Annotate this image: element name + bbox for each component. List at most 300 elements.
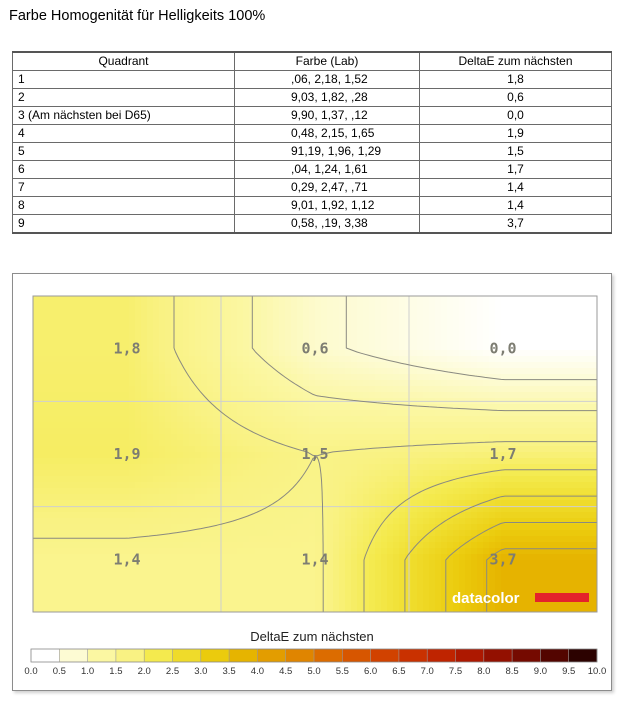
heat-cell [57,434,64,441]
heat-cell [405,320,412,327]
heat-cell [543,530,550,537]
heat-cell [267,476,274,483]
heat-cell [357,320,364,327]
heat-cell [297,428,304,435]
heat-cell [303,572,310,579]
heat-cell [219,386,226,393]
heat-cell [255,410,262,417]
heat-cell [417,452,424,459]
heat-cell [183,386,190,393]
heat-cell [213,470,220,477]
heat-cell [351,320,358,327]
heat-cell [213,392,220,399]
heat-cell [453,392,460,399]
heat-cell [309,542,316,549]
heat-cell [411,344,418,351]
heat-cell [141,566,148,573]
heat-cell [495,428,502,435]
heat-cell [189,320,196,327]
heat-cell [399,464,406,471]
heat-cell [489,410,496,417]
heat-cell [69,524,76,531]
heat-cell [483,518,490,525]
heat-cell [387,332,394,339]
heat-cell [183,416,190,423]
heat-cell [69,470,76,477]
heat-cell [33,494,40,501]
heat-cell [237,590,244,597]
lab-cell: 0,48, 2,15, 1,65 [235,125,420,143]
heat-cell [87,308,94,315]
heat-cell [321,530,328,537]
heat-cell [69,494,76,501]
heat-cell [321,326,328,333]
heat-cell [285,608,292,615]
heat-cell [219,314,226,321]
heat-cell [411,602,418,609]
heat-cell [513,404,520,411]
heat-cell [573,446,580,453]
heat-cell [387,326,394,333]
heat-cell [321,524,328,531]
heat-cell [153,440,160,447]
heat-cell [171,584,178,591]
heat-cell [225,380,232,387]
heat-cell [225,608,232,615]
heat-cell [141,314,148,321]
heat-cell [543,308,550,315]
heat-cell [321,296,328,303]
heat-cell [219,482,226,489]
heat-cell [351,512,358,519]
heat-cell [489,368,496,375]
heat-cell [573,362,580,369]
heat-cell [123,380,130,387]
heat-cell [477,476,484,483]
heat-cell [507,362,514,369]
heat-cell [33,584,40,591]
heat-cell [225,482,232,489]
heat-cell [267,326,274,333]
heat-cell [543,380,550,387]
heat-cell [213,308,220,315]
heat-cell [249,482,256,489]
heat-cell [339,362,346,369]
heat-cell [183,560,190,567]
heat-cell [207,338,214,345]
heat-cell [447,578,454,585]
heat-cell [525,482,532,489]
heat-cell [225,296,232,303]
heat-cell [93,596,100,603]
heat-cell [189,332,196,339]
heat-cell [369,554,376,561]
heat-cell [531,452,538,459]
heat-cell [201,410,208,417]
heat-cell [171,464,178,471]
heat-cell [213,302,220,309]
heat-cell [195,326,202,333]
heat-cell [243,326,250,333]
heat-cell [81,308,88,315]
heat-cell [183,482,190,489]
heat-cell [33,374,40,381]
heat-cell [507,326,514,333]
heat-cell [555,380,562,387]
heat-cell [219,500,226,507]
heat-cell [273,404,280,411]
heat-cell [111,308,118,315]
heat-cell [549,512,556,519]
heat-cell [579,536,586,543]
heat-cell [477,560,484,567]
heat-cell [519,332,526,339]
heat-cell [567,524,574,531]
heat-cell [81,560,88,567]
heat-cell [381,410,388,417]
heat-cell [357,410,364,417]
heat-cell [171,410,178,417]
heat-cell [81,590,88,597]
heat-cell [387,314,394,321]
heat-cell [477,440,484,447]
heat-cell [471,548,478,555]
heat-cell [291,314,298,321]
heat-cell [375,548,382,555]
heat-cell [51,488,58,495]
heat-cell [69,530,76,537]
heat-cell [129,434,136,441]
heat-cell [261,314,268,321]
heat-cell [231,596,238,603]
heat-cell [507,434,514,441]
heat-cell [501,512,508,519]
heat-cell [579,422,586,429]
heat-cell [375,380,382,387]
heat-cell [429,386,436,393]
heat-cell [147,470,154,477]
heat-cell [123,572,130,579]
heat-cell [159,476,166,483]
heat-cell [105,518,112,525]
heat-cell [177,440,184,447]
heat-cell [573,380,580,387]
heat-cell [177,422,184,429]
heat-cell [123,518,130,525]
heat-cell [471,566,478,573]
heat-cell [555,458,562,465]
heat-cell [465,422,472,429]
heat-cell [105,494,112,501]
heat-cell [225,578,232,585]
heat-cell [201,386,208,393]
heat-cell [117,296,124,303]
heat-cell [51,326,58,333]
heat-cell [345,578,352,585]
heat-cell [147,404,154,411]
heat-cell [507,422,514,429]
heat-cell [51,416,58,423]
heat-cell [411,308,418,315]
heat-cell [417,320,424,327]
heat-cell [369,608,376,615]
heat-cell [405,518,412,525]
heat-cell [555,470,562,477]
heat-cell [549,392,556,399]
heat-cell [297,488,304,495]
heat-cell [45,590,52,597]
heat-cell [213,428,220,435]
heat-cell [261,326,268,333]
heat-cell [249,416,256,423]
heat-cell [291,404,298,411]
heat-cell [507,368,514,375]
heat-cell [399,308,406,315]
heat-cell [255,422,262,429]
heat-cell [135,314,142,321]
heat-cell [333,314,340,321]
heat-cell [549,416,556,423]
heat-cell [87,440,94,447]
heat-cell [477,428,484,435]
heat-cell [153,584,160,591]
heat-cell [429,308,436,315]
heat-cell [315,404,322,411]
heat-cell [483,422,490,429]
heat-cell [465,464,472,471]
heat-cell [285,584,292,591]
heat-cell [405,350,412,357]
heat-cell [87,566,94,573]
heat-cell [555,446,562,453]
heat-cell [117,518,124,525]
heat-cell [495,500,502,507]
heat-cell [135,428,142,435]
heat-cell [441,524,448,531]
heat-cell [429,332,436,339]
heat-cell [435,500,442,507]
heat-cell [309,512,316,519]
heat-cell [129,584,136,591]
heat-cell [567,452,574,459]
heat-cell [201,356,208,363]
heat-cell [471,542,478,549]
heat-cell [441,296,448,303]
heat-cell [345,362,352,369]
heat-cell [453,332,460,339]
heat-cell [75,452,82,459]
heat-cell [51,578,58,585]
heat-cell [255,560,262,567]
heat-cell [579,344,586,351]
heat-cell [207,356,214,363]
heat-cell [357,476,364,483]
heat-cell [537,542,544,549]
heat-cell [201,362,208,369]
heat-cell [357,362,364,369]
heat-cell [69,458,76,465]
heat-cell [357,308,364,315]
heat-cell [243,488,250,495]
heat-cell [441,470,448,477]
delta-cell: 1,4 [420,179,612,197]
heat-cell [255,386,262,393]
heat-cell [39,404,46,411]
heat-cell [201,374,208,381]
heat-cell [381,500,388,507]
heat-cell [393,314,400,321]
heat-cell [285,320,292,327]
heat-cell [321,434,328,441]
heat-cell [243,500,250,507]
heat-cell [33,404,40,411]
heat-cell [345,608,352,615]
heat-cell [507,470,514,477]
heat-cell [219,572,226,579]
heat-cell [345,560,352,567]
heat-cell [195,602,202,609]
heat-cell [405,446,412,453]
heat-cell [285,368,292,375]
heat-cell [189,542,196,549]
heat-cell [135,410,142,417]
heat-cell [477,416,484,423]
heat-cell [417,380,424,387]
heat-cell [381,524,388,531]
heat-cell [87,296,94,303]
heat-cell [255,566,262,573]
heat-cell [279,296,286,303]
heat-cell [369,602,376,609]
heat-cell [405,566,412,573]
heat-cell [387,524,394,531]
heat-cell [159,596,166,603]
heat-cell [423,554,430,561]
heat-cell [249,548,256,555]
heat-cell [189,410,196,417]
heat-cell [39,344,46,351]
heat-cell [429,434,436,441]
heat-cell [501,332,508,339]
heat-cell [261,452,268,459]
heat-cell [333,596,340,603]
heat-cell [561,314,568,321]
heat-cell [195,434,202,441]
heat-cell [513,302,520,309]
heat-cell [543,362,550,369]
heat-cell [159,500,166,507]
heat-cell [81,512,88,519]
heat-cell [399,350,406,357]
heat-cell [339,548,346,555]
heat-cell [573,440,580,447]
heat-cell [549,356,556,363]
heat-cell [339,458,346,465]
heat-cell [153,548,160,555]
heat-cell [321,578,328,585]
heat-cell [261,422,268,429]
heat-cell [183,584,190,591]
heat-cell [231,458,238,465]
heat-cell [585,362,592,369]
heat-cell [291,524,298,531]
heat-cell [303,416,310,423]
heat-cell [69,602,76,609]
heat-cell [213,362,220,369]
heat-cell [381,482,388,489]
heat-cell [273,302,280,309]
heat-cell [531,356,538,363]
heat-cell [165,452,172,459]
heat-cell [297,320,304,327]
heat-cell [327,590,334,597]
heat-cell [81,566,88,573]
heat-cell [51,314,58,321]
heat-cell [231,584,238,591]
heat-cell [531,602,538,609]
table-row [13,143,612,161]
heat-cell [303,308,310,315]
heat-cell [75,332,82,339]
heat-cell [531,542,538,549]
heat-cell [555,566,562,573]
heat-cell [369,320,376,327]
heat-cell [33,422,40,429]
heat-cell [561,356,568,363]
heat-cell [315,518,322,525]
heat-cell [405,512,412,519]
heat-cell [567,362,574,369]
heat-cell [555,356,562,363]
heat-cell [195,494,202,501]
heat-cell [327,302,334,309]
heat-cell [441,536,448,543]
heat-cell [231,464,238,471]
heat-cell [345,542,352,549]
heat-cell [195,320,202,327]
heat-cell [183,542,190,549]
heat-cell [495,368,502,375]
heat-cell [81,410,88,417]
heat-cell [495,332,502,339]
heat-cell [375,512,382,519]
heat-cell [213,446,220,453]
heat-cell [39,440,46,447]
quadrant-cell: 6 [13,161,235,179]
heat-cell [129,392,136,399]
table-row [13,71,612,89]
heat-cell [393,602,400,609]
heat-cell [129,602,136,609]
heat-cell [453,302,460,309]
heat-cell [555,416,562,423]
heat-cell [195,482,202,489]
heat-cell [111,470,118,477]
heat-cell [273,548,280,555]
heat-cell [519,380,526,387]
heat-cell [111,578,118,585]
heat-cell [369,482,376,489]
heat-cell [561,482,568,489]
heat-cell [291,500,298,507]
heat-cell [213,584,220,591]
heat-cell [225,446,232,453]
heat-cell [255,440,262,447]
heat-cell [345,500,352,507]
heat-cell [507,320,514,327]
heat-cell [507,518,514,525]
heat-cell [423,602,430,609]
